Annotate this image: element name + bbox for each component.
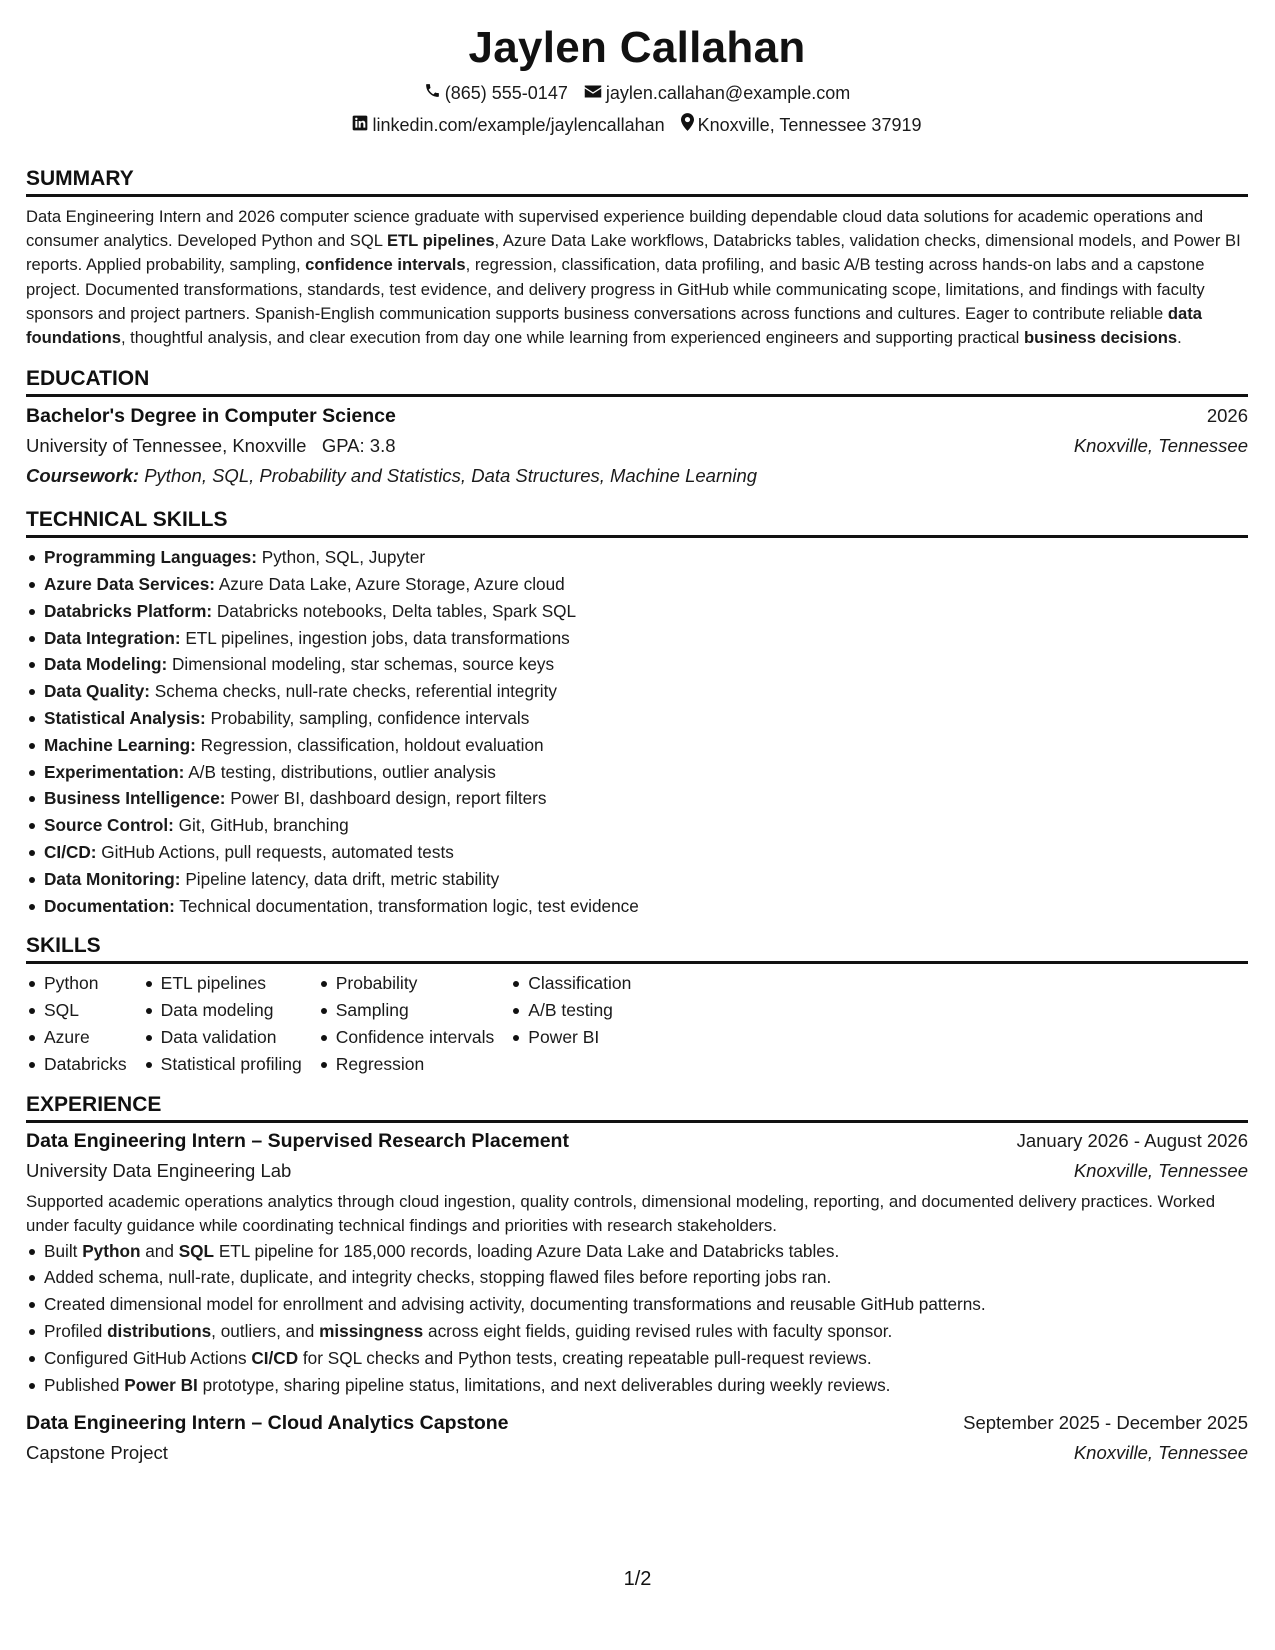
- summary-keyword: confidence intervals: [305, 255, 466, 275]
- bullet-text: Added schema, null-rate, duplicate, and integrity checks, stopping flawed files before reporting jobs ran.: [44, 1267, 832, 1288]
- email-contact[interactable]: [584, 81, 850, 105]
- skill-item: Confidence intervals: [318, 1024, 495, 1051]
- technical-skill-item: [26, 625, 1248, 652]
- skill-item: ETL pipelines: [143, 970, 302, 997]
- job-location: Knoxville, Tennessee: [1073, 1159, 1248, 1181]
- technical-skill-item: [26, 785, 1248, 812]
- location-text: Knoxville, Tennessee 37919: [697, 115, 922, 135]
- gpa: GPA: 3.8: [321, 435, 396, 457]
- skill-category-label: Data Monitoring:: [44, 868, 181, 889]
- phone-text: (865) 555-0147: [444, 83, 568, 103]
- summary-keyword: ETL pipelines: [386, 231, 495, 251]
- job-entry: [26, 1408, 1248, 1468]
- skills-column: [510, 970, 631, 1077]
- skill-item: Probability: [318, 970, 495, 997]
- skill-category-label: Data Quality:: [44, 681, 151, 702]
- technical-skill-item: [26, 598, 1248, 625]
- technical-skills-heading: TECHNICAL SKILLS: [26, 507, 1248, 538]
- skill-category-label: Data Modeling:: [44, 654, 168, 675]
- skill-category-label: Business Intelligence:: [44, 788, 226, 809]
- skill-category-value: Regression, classification, holdout evaluation: [200, 734, 544, 755]
- email-text: jaylen.callahan@example.com: [605, 83, 851, 103]
- bullet-text: Configured GitHub Actions: [44, 1347, 252, 1368]
- summary-keyword: data foundations: [26, 303, 1203, 348]
- skill-category-value: GitHub Actions, pull requests, automated tests: [101, 841, 454, 862]
- job-organization: Capstone Project: [26, 1442, 168, 1464]
- technical-skill-item: [26, 544, 1248, 571]
- bullet-text: Published: [44, 1374, 125, 1395]
- skill-category-value: Schema checks, null-rate checks, referential integrity: [154, 681, 557, 702]
- bullet-text: Profiled: [44, 1320, 108, 1341]
- job-entry: [26, 1126, 1248, 1399]
- skill-category-value: Dimensional modeling, star schemas, source keys: [171, 654, 555, 675]
- bullet-text: , outliers, and: [211, 1320, 320, 1341]
- skills-section: [26, 933, 1248, 1077]
- education-entry: [26, 401, 1248, 491]
- skill-category-value: Technical documentation, transformation logic, test evidence: [179, 895, 639, 916]
- summary-part: , Azure Data Lake workflows, Databricks tables, validation checks, dimensional models, and Power BI reports. Applied probability, sampling,: [26, 231, 1241, 275]
- bullet-keyword: Python: [82, 1240, 141, 1261]
- experience-section: [26, 1092, 1248, 1469]
- bullet-keyword: CI/CD: [251, 1347, 299, 1368]
- technical-skill-item: [26, 866, 1248, 893]
- school-name: University of Tennessee, Knoxville: [26, 435, 307, 457]
- skill-category-label: Data Integration:: [44, 627, 181, 648]
- bullet-text: Created dimensional model for enrollment and advising activity, documenting transformations and reusable GitHub patterns.: [44, 1294, 986, 1315]
- skill-category-label: Experimentation:: [44, 761, 185, 782]
- summary-part: , regression, classification, data profiling, and basic A/B testing across hands-on labs and a capstone project. Documented transformations, standards, test evidence, and delivery progress in GitHub while communicating scope, limitations, and findings with faculty sponsors and project partners. Spanish-English communication supports business conversations across functions and cultures. Eager to contribute reliable: [26, 255, 1205, 323]
- job-bullet: [26, 1238, 1248, 1265]
- technical-skills-section: [26, 507, 1248, 919]
- skill-item: A/B testing: [510, 997, 631, 1024]
- bullet-text: and: [140, 1240, 179, 1261]
- skill-category-label: Databricks Platform:: [44, 600, 213, 621]
- technical-skill-item: [26, 651, 1248, 678]
- job-bullet: [26, 1264, 1248, 1291]
- skill-category-label: CI/CD:: [44, 841, 97, 862]
- job-dates: September 2025 - December 2025: [963, 1412, 1248, 1434]
- skill-category-label: Azure Data Services:: [44, 574, 216, 595]
- skills-column: [26, 970, 127, 1077]
- contact-line-2: [26, 113, 1248, 137]
- technical-skill-item: [26, 893, 1248, 920]
- technical-skill-item: [26, 732, 1248, 759]
- job-bullets: [26, 1238, 1248, 1399]
- skill-category-label: Statistical Analysis:: [44, 708, 206, 728]
- skill-item: Python: [26, 970, 127, 997]
- technical-skill-item: [26, 678, 1248, 705]
- job-description: Supported academic operations analytics through cloud ingestion, quality controls, dimensional modeling, reporting, and documented delivery practices. Worked under faculty guidance while coordinating technical findings and priorities with research stakeholders.: [26, 1191, 1216, 1235]
- summary-part: Data Engineering Intern and 2026 computer science graduate with supervised experience building dependable cloud data solutions for academic operations and consumer analytics. Developed Python and SQL: [26, 207, 1204, 251]
- skill-item: SQL: [26, 997, 127, 1024]
- technical-skill-item: [26, 839, 1248, 866]
- technical-skill-item: [26, 705, 1248, 732]
- skill-item: Data modeling: [143, 997, 302, 1024]
- phone-icon: [424, 81, 441, 105]
- coursework-list: Python, SQL, Probability and Statistics, Data Structures, Machine Learning: [144, 465, 758, 487]
- bullet-keyword: missingness: [319, 1320, 424, 1341]
- technical-skill-item: [26, 812, 1248, 839]
- bullet-text: ETL pipeline for 185,000 records, loading Azure Data Lake and Databricks tables.: [214, 1240, 840, 1261]
- job-location: Knoxville, Tennessee: [1073, 1442, 1248, 1464]
- bullet-text: for SQL checks and Python tests, creating repeatable pull-request reviews.: [298, 1347, 872, 1368]
- job-bullet: [26, 1372, 1248, 1399]
- coursework: [26, 461, 1248, 491]
- degree-title: Bachelor's Degree in Computer Science: [26, 405, 396, 428]
- map-pin-icon: [681, 113, 694, 137]
- education-section: [26, 366, 1248, 491]
- technical-skill-item: [26, 571, 1248, 598]
- summary-heading: SUMMARY: [26, 166, 1248, 197]
- bullet-keyword: distributions: [107, 1320, 212, 1341]
- skill-item: Databricks: [26, 1051, 127, 1078]
- skill-category-label: Machine Learning:: [44, 734, 196, 755]
- skill-category-label: Source Control:: [44, 815, 174, 836]
- resume-header: [26, 20, 1248, 137]
- job-title: Data Engineering Intern – Cloud Analytics Capstone: [26, 1412, 509, 1435]
- skill-category-value: Git, GitHub, branching: [178, 815, 349, 836]
- skill-category-value: Python, SQL, Jupyter: [261, 547, 426, 568]
- skill-category-value: Pipeline latency, data drift, metric stability: [185, 868, 500, 889]
- bullet-text: Built: [44, 1240, 83, 1261]
- bullet-text: across eight fields, guiding revised rules with faculty sponsor.: [423, 1320, 893, 1341]
- summary-text: [26, 205, 1248, 350]
- linkedin-contact[interactable]: [352, 113, 664, 137]
- skill-item: Sampling: [318, 997, 495, 1024]
- skills-column: [143, 970, 302, 1077]
- bullet-text: prototype, sharing pipeline status, limitations, and next deliverables during weekly reviews.: [197, 1374, 891, 1395]
- job-bullet: [26, 1291, 1248, 1318]
- skill-item: Classification: [510, 970, 631, 997]
- school-location: Knoxville, Tennessee: [1073, 435, 1248, 457]
- skill-item: Data validation: [143, 1024, 302, 1051]
- coursework-label: Coursework:: [26, 465, 140, 487]
- contact-line-1: [26, 81, 1248, 105]
- skill-category-label: Programming Languages:: [44, 547, 257, 568]
- experience-heading: EXPERIENCE: [26, 1092, 1248, 1123]
- skill-item: Azure: [26, 1024, 127, 1051]
- summary-keyword: business decisions: [1023, 328, 1178, 348]
- summary-part: , thoughtful analysis, and clear execution from day one while learning from experienced engineers and supporting practical: [120, 328, 1024, 348]
- candidate-name: Jaylen Callahan: [468, 23, 806, 72]
- phone-contact[interactable]: [424, 81, 568, 105]
- linkedin-icon: [352, 113, 368, 137]
- technical-skills-list: [26, 544, 1248, 919]
- skill-item: Power BI: [510, 1024, 631, 1051]
- summary-section: [26, 166, 1248, 350]
- skills-column: [318, 970, 495, 1077]
- skills-grid: [26, 970, 1248, 1077]
- summary-part: .: [1177, 328, 1182, 348]
- job-bullet: [26, 1318, 1248, 1345]
- skill-category-value: Power BI, dashboard design, report filters: [230, 788, 547, 809]
- job-title: Data Engineering Intern – Supervised Research Placement: [26, 1129, 569, 1152]
- skill-item: Regression: [318, 1051, 495, 1078]
- linkedin-text: linkedin.com/example/jaylencallahan: [372, 115, 665, 135]
- envelope-icon: [584, 81, 602, 105]
- job-dates: January 2026 - August 2026: [1016, 1129, 1248, 1151]
- resume-page: [26, 20, 1248, 1468]
- page-number: 1/2: [623, 1568, 652, 1590]
- skills-heading: SKILLS: [26, 933, 1248, 964]
- technical-skill-item: [26, 759, 1248, 786]
- job-organization: University Data Engineering Lab: [26, 1159, 292, 1181]
- skill-category-value: Probability, sampling, confidence intervals: [210, 708, 530, 728]
- bullet-keyword: Power BI: [124, 1374, 198, 1395]
- skill-category-value: Azure Data Lake, Azure Storage, Azure cloud: [218, 574, 565, 595]
- skill-category-value: ETL pipelines, ingestion jobs, data transformations: [185, 627, 570, 648]
- bullet-keyword: SQL: [178, 1240, 215, 1261]
- skill-category-value: Databricks notebooks, Delta tables, Spark SQL: [216, 600, 577, 621]
- skill-category-value: A/B testing, distributions, outlier analysis: [188, 761, 496, 782]
- graduation-year: 2026: [1206, 405, 1248, 427]
- school-info: [26, 431, 396, 461]
- education-heading: EDUCATION: [26, 366, 1248, 397]
- skill-item: Statistical profiling: [143, 1051, 302, 1078]
- job-bullet: [26, 1345, 1248, 1372]
- skill-category-label: Documentation:: [44, 895, 175, 916]
- location-contact: [681, 113, 922, 137]
